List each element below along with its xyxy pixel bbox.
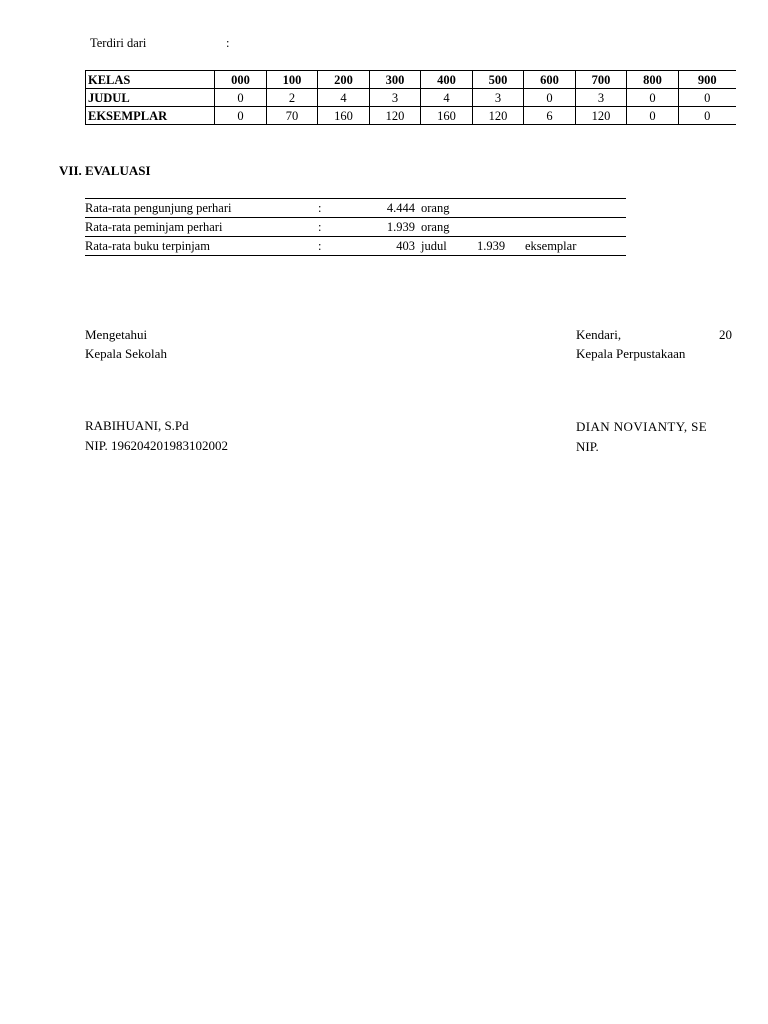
- evaluation-unit-secondary: eksemplar: [525, 239, 577, 253]
- evaluation-row: [85, 199, 626, 218]
- row-label: EKSEMPLAR: [86, 107, 215, 125]
- intro-colon: :: [226, 36, 230, 50]
- table-cell: 0: [627, 107, 679, 125]
- left-signature-caption: Mengetahui: [85, 327, 148, 342]
- table-cell: 4: [421, 89, 473, 107]
- table-cell: 0: [524, 89, 576, 107]
- intro-label: Terdiri dari: [90, 36, 147, 50]
- table-header-cell: 000: [215, 71, 267, 89]
- evaluation-row: [85, 218, 626, 237]
- table-header-row: [86, 71, 736, 89]
- left-signature-role: Kepala Sekolah: [85, 346, 167, 361]
- evaluation-unit: orang: [421, 201, 450, 215]
- right-signature-place: Kendari,: [576, 327, 622, 342]
- evaluation-colon: :: [318, 220, 322, 234]
- evaluation-table: [85, 198, 626, 256]
- table-header-cell: 700: [576, 71, 627, 89]
- table-cell: 2: [267, 89, 318, 107]
- table-header-cell: 200: [318, 71, 370, 89]
- table-cell: 3: [576, 89, 627, 107]
- table-header-cell: 900: [679, 71, 736, 89]
- table-cell: 3: [473, 89, 524, 107]
- table-header-cell: 800: [627, 71, 679, 89]
- table-cell: 160: [421, 107, 473, 125]
- table-cell: 0: [679, 89, 736, 107]
- evaluation-label: Rata-rata buku terpinjam: [85, 239, 210, 253]
- table-cell: 120: [370, 107, 421, 125]
- table-row: [86, 107, 736, 125]
- table-cell: 3: [370, 89, 421, 107]
- right-signatory-nip: NIP.: [576, 439, 599, 454]
- table-header-cell: 300: [370, 71, 421, 89]
- evaluation-colon: :: [318, 239, 322, 253]
- table-row: [86, 89, 736, 107]
- evaluation-unit: judul: [421, 239, 447, 253]
- section-title: VII. EVALUASI: [59, 163, 151, 178]
- table-cell: 160: [318, 107, 370, 125]
- right-signatory-name: DIAN NOVIANTY, SE: [576, 419, 708, 434]
- left-signatory-nip: NIP. 196204201983102002: [85, 438, 229, 453]
- table-cell: 6: [524, 107, 576, 125]
- evaluation-label: Rata-rata peminjam perhari: [85, 220, 223, 234]
- row-label: JUDUL: [86, 89, 215, 107]
- left-signatory-name: RABIHUANI, S.Pd: [85, 418, 189, 433]
- table-cell: 4: [318, 89, 370, 107]
- table-header-cell: 600: [524, 71, 576, 89]
- table-cell: 0: [627, 89, 679, 107]
- class-table: [85, 70, 736, 125]
- evaluation-value: 403: [396, 239, 415, 253]
- evaluation-row: [85, 237, 626, 256]
- table-cell: 120: [576, 107, 627, 125]
- evaluation-value: 1.939: [386, 220, 415, 234]
- table-header-cell: KELAS: [86, 71, 215, 89]
- table-cell: 0: [215, 89, 267, 107]
- table-header-cell: 100: [267, 71, 318, 89]
- evaluation-value: 4.444: [386, 201, 415, 215]
- table-cell: 120: [473, 107, 524, 125]
- table-header-cell: 400: [421, 71, 473, 89]
- table-cell: 0: [679, 107, 736, 125]
- table-header-cell: 500: [473, 71, 524, 89]
- right-signature-role: Kepala Perpustakaan: [576, 346, 686, 361]
- right-signature-year: 20: [719, 327, 732, 342]
- evaluation-colon: :: [318, 201, 322, 215]
- table-cell: 0: [215, 107, 267, 125]
- table-cell: 70: [267, 107, 318, 125]
- evaluation-unit: orang: [421, 220, 450, 234]
- evaluation-value-secondary: 1.939: [477, 239, 506, 253]
- evaluation-label: Rata-rata pengunjung perhari: [85, 201, 232, 215]
